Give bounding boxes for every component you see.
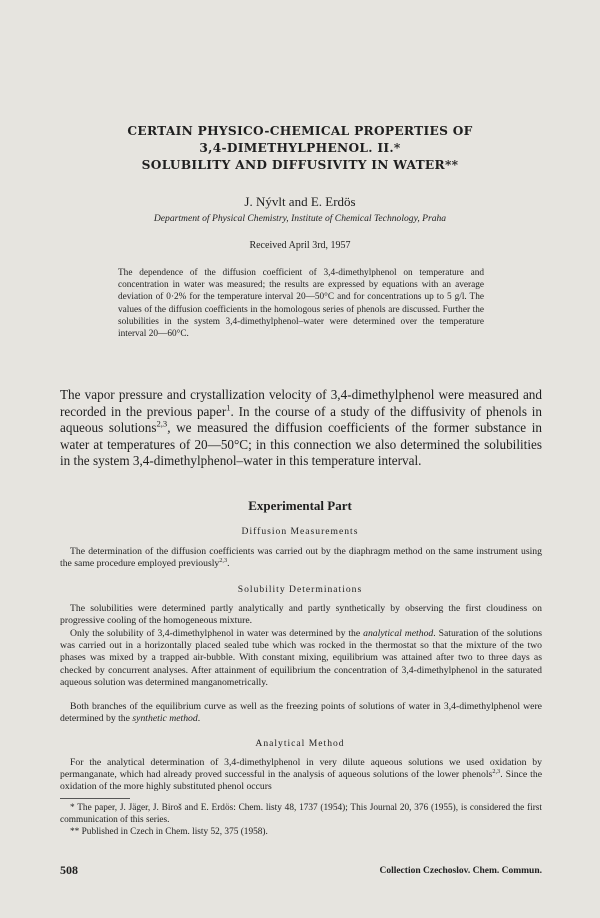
- intro-ref-1: 1: [226, 402, 231, 413]
- solubility-p3-emphasis: synthetic method: [132, 713, 198, 725]
- subheading-diffusion: Diffusion Measurements: [241, 526, 359, 537]
- title-line-3: SOLUBILITY AND DIFFUSIVITY IN WATER**: [141, 158, 459, 172]
- diffusion-paragraph: [60, 546, 542, 570]
- diffusion-end: .: [227, 558, 230, 570]
- affiliation: Department of Physical Chemistry, Institute of Chemical Technology, Praha: [153, 213, 447, 224]
- footnotes: [60, 802, 542, 838]
- page-number: 508: [60, 863, 78, 877]
- authors: J. Nývlt and E. Erdös: [244, 194, 356, 209]
- solubility-p2-text-b: . Saturation of the solutions was carried out in a horizontally placed sealed tube which was rocked in the thermostat so that the mixture of the two phases was mixed by a trapped air-bubble. With constant mixing, equilibrium was attained after two to three days as checked by concurrent analyses. After attainment of equilibrium the concentration of 3,4-dimethylphenol in the saturated aqueous solution was determined manganometrically.: [60, 628, 542, 688]
- intro-text-1: The vapor pressure and crystallization velocity of 3,4-dimethylphenol were measured and recorded in the previous paper: [60, 387, 542, 419]
- diffusion-text: The determination of the diffusion coefficients was carried out by the diaphragm method on the same instrument using the same procedure employed previously: [60, 546, 542, 570]
- analytical-paragraph: [60, 757, 542, 794]
- journal-name: Collection Czechoslov. Chem. Commun.: [379, 866, 542, 876]
- intro-text-2: . In the course of a study of the diffusivity of phenols in aqueous solutions: [60, 403, 542, 435]
- abstract: The dependence of the diffusion coefficient of 3,4-dimethylphenol on temperature and concentration in water was measured; the results are expressed by equations with an average deviation of 0·2% for the temperature interval 20—50°C and for concentrations up to 5 g/l. The values of the diffusion coefficients in the homologous series of phenols are discussed. Further the solubilities in the system 3,4-dimethylphenol–water were determined over the temperature interval 20—60°C.: [118, 268, 484, 340]
- subheading-solubility: Solubility Determinations: [237, 584, 363, 595]
- intro-text-3: , we measured the diffusion coefficients of the former substance in water at temperatures of 20—50°C; in this connection we also determined the solubilities in the system 3,4-dimethylphenol–water in this temperature interval.: [60, 420, 542, 468]
- received-date: Received April 3rd, 1957: [249, 240, 351, 251]
- solubility-paragraph-1: The solubilities were determined partly analytically and partly synthetically by observing the first cloudiness on progressive cooling of the homogeneous mixture.: [60, 603, 542, 627]
- solubility-p2-text-a: Only the solubility of 3,4-dimethylphenol in water was determined by the: [70, 628, 364, 639]
- analytical-text-a: For the analytical determination of 3,4-dimethylphenol in very dilute aqueous solutions we used oxidation by permanganate, which had already proved successful in the analysis of aqueous solutions of the lower phenols: [60, 757, 542, 781]
- subheading-analytical: Analytical Method: [255, 738, 345, 749]
- solubility-p3-text-a: Both branches of the equilibrium curve as well as the freezing points of solutions of water in 3,4-dimethylphenol were determined by the: [60, 701, 542, 725]
- intro-ref-2: 2,3: [156, 418, 168, 429]
- solubility-p3-text-b: .: [197, 713, 201, 725]
- diffusion-ref: 2,3: [219, 556, 228, 564]
- solubility-paragraph-3: [60, 701, 542, 725]
- solubility-paragraph-2: [60, 628, 542, 689]
- title-line-1: CERTAIN PHYSICO-CHEMICAL PROPERTIES OF: [127, 124, 473, 138]
- analytical-text-b: . Since the oxidation of the more highly substituted phenol occurs: [60, 769, 542, 793]
- footnote-divider: [60, 798, 130, 799]
- title-line-2: 3,4-DIMETHYLPHENOL. II.*: [199, 141, 401, 155]
- section-heading: Experimental Part: [248, 498, 352, 513]
- introduction-paragraph: [60, 387, 542, 470]
- analytical-ref: 2,3: [492, 767, 501, 775]
- footnote-2: ** Published in Czech in Chem. listy 52, 375 (1958).: [70, 827, 268, 837]
- footnote-1: * The paper, J. Jäger, J. Biroš and E. Erdös: Chem. listy 48, 1737 (1954); This Journal 20, 376 (1955), is considered the first communication of this series.: [60, 803, 542, 825]
- article-title: [60, 123, 540, 174]
- solubility-p2-emphasis: analytical method: [363, 628, 434, 639]
